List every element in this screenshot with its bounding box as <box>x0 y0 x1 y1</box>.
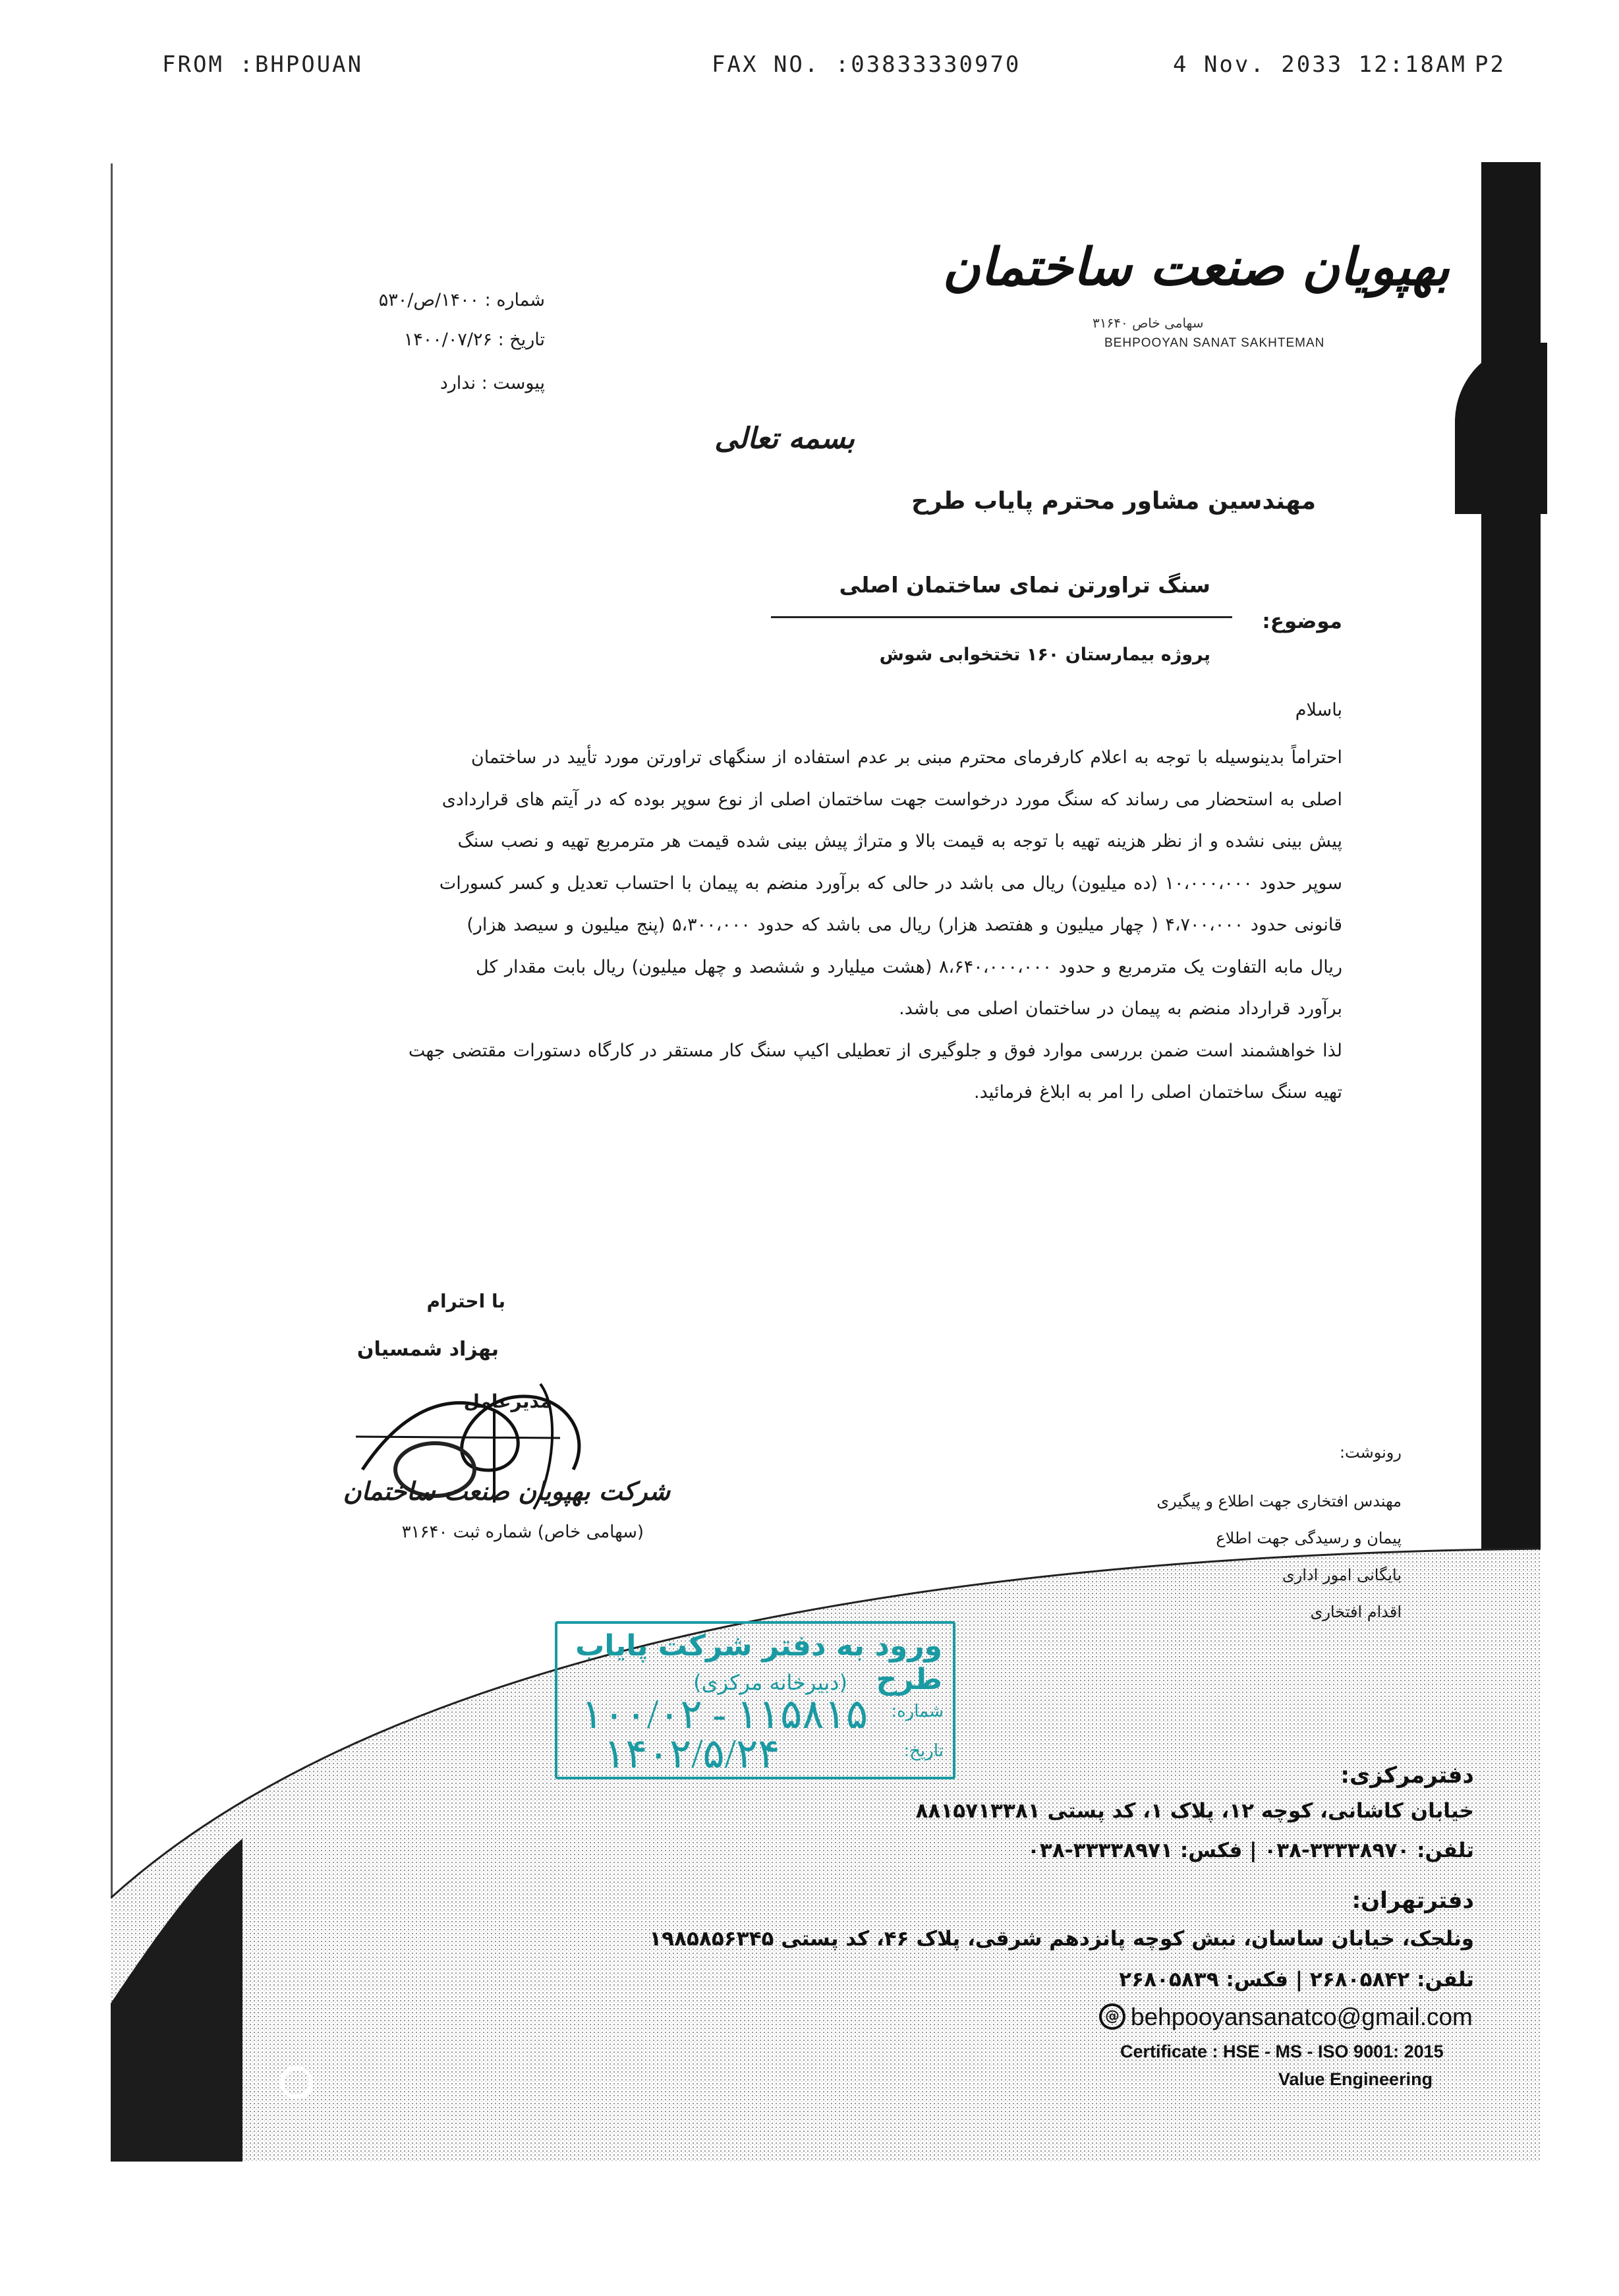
letter-date: تاریخ : ۱۴۰۰/۰۷/۲۶ <box>403 330 545 350</box>
body-paragraph <box>314 737 1342 1114</box>
body-line: احتراماً بدینوسیله با توجه به اعلام کارفرمای محترم مبنی بر عدم استفاده از سنگهای تراورتن مورد تأیید در ساختمان <box>470 747 1342 768</box>
stamp-date-label: تاریخ: <box>903 1741 944 1761</box>
company-logo <box>942 237 1450 356</box>
fax-page: P2 <box>1475 51 1506 78</box>
body-line: اصلی به استحضار می رساند که سنگ مورد درخواست جهت ساختمان اصلی از نوع سوپر بوده که در آیتم های قراردادی <box>441 789 1342 810</box>
stamp-title: ورود به دفتر شرکت پایاب طرح <box>575 1629 942 1696</box>
letter-number: شماره : ۱۴۰۰/ص/۵۳۰ <box>378 290 545 310</box>
cc-item: بایگانی امور اداری <box>1282 1566 1402 1584</box>
subject-underline <box>771 616 1232 618</box>
body-line: لذا خواهشمند است ضمن بررسی موارد فوق و جلوگیری از تعطیلی اکیپ سنگ کار مستقر در کارگاه دستورات مقتضی جهت <box>408 1040 1342 1061</box>
stamp-date-value: ۱۴۰۲/۵/۲۴ <box>604 1732 780 1777</box>
hq-address: خیابان کاشانی، کوچه ۱۲، پلاک ۱، کد پستی ۸۸۱۵۷۱۳۳۸۱ <box>915 1799 1474 1823</box>
subject-label: موضوع: <box>1262 610 1342 633</box>
letterhead-band-curve <box>1455 343 1547 514</box>
fax-from: FROM :BHPOUAN <box>162 51 364 78</box>
cc-item: اقدام افتخاری <box>1310 1603 1402 1621</box>
signature-mark <box>343 1371 646 1542</box>
logo-wordmark: بهپویان صنعت ساختمان <box>942 237 1450 297</box>
cc-list <box>1156 1483 1402 1630</box>
cc-title: رونوشت: <box>1339 1443 1402 1462</box>
signer-title: مدیرعامل <box>463 1391 552 1412</box>
body-line: ریال مابه التفاوت یک مترمربع و حدود ۸،۶۴۰،۰۰۰،۰۰۰ (هشت میلیارد و ششصد و چهل میلیون) ریال بابت مقدار کل <box>476 956 1342 977</box>
company-seal-name: شرکت بهپویان صنعت ساختمان <box>343 1476 670 1506</box>
email-icon: @ <box>1099 2003 1125 2030</box>
body-line: برآورد قرارداد منضم به پیمان در ساختمان اصلی می باشد. <box>899 998 1342 1019</box>
tehran-address: ونلجک، خیابان ساسان، نبش کوچه پانزدهم شرقی، پلاک ۴۶، کد پستی ۱۹۸۵۸۵۶۳۴۵ <box>649 1927 1474 1951</box>
footer-email[interactable]: behpooyansanatco@gmail.com <box>1131 2003 1473 2030</box>
tehran-title: دفترتهران: <box>1351 1887 1474 1914</box>
logo-latin-name: BEHPOOYAN SANAT SAKHTEMAN <box>1104 336 1325 350</box>
body-line: پیش بینی نشده و از نظر هزینه تهیه با توجه به قیمت بالا و متراژ پیش بینی شده قیمت هر مترمربع تهیه و نصب سنگ <box>457 831 1342 851</box>
tehran-phone: تلفن: ۲۶۸۰۵۸۴۲ | فکس: ۲۶۸۰۵۸۳۹ <box>1119 1968 1474 1992</box>
body-line: قانونی حدود ۴،۷۰۰،۰۰۰ ( چهار میلیون و هفتصد هزار) ریال می باشد که حدود ۵،۳۰۰،۰۰۰ (پنج میلیون و سیصد هزار) <box>467 915 1342 935</box>
logo-subtext: سهامی خاص ۳۱۶۴۰ <box>1093 315 1204 331</box>
hq-title: دفترمرکزی: <box>1340 1762 1474 1789</box>
opening-invocation: بسمه تعالی <box>714 422 855 455</box>
recipient-line: مهندسین مشاور محترم پایاب طرح <box>911 488 1316 515</box>
stamp-subtitle: (دبیرخانه مرکزی) <box>693 1670 847 1695</box>
letter-attachment: پیوست : ندارد <box>440 373 545 393</box>
cc-item: مهندس افتخاری جهت اطلاع و پیگیری <box>1156 1492 1402 1510</box>
signer-name: بهزاد شمسیان <box>356 1338 499 1361</box>
body-line: تهیه سنگ ساختمان اصلی را امر به ابلاغ فرمائید. <box>974 1082 1342 1103</box>
fax-number: FAX NO. :03833330970 <box>712 51 1021 78</box>
stamp-number-label: شماره: <box>891 1702 944 1721</box>
stamp-number-value: ۱۰۰/۰۲ - ۱۱۵۸۱۵ <box>581 1692 868 1737</box>
project-line: پروژه بیمارستان ۱۶۰ تختخوابی شوش <box>879 645 1210 665</box>
hq-phone: تلفن: ۳۳۳۳۸۹۷۰-۰۳۸ | فکس: ۳۳۳۳۸۹۷۱-۰۳۸ <box>1027 1839 1474 1862</box>
closing: با احترام <box>426 1290 505 1312</box>
subject-text: سنگ تراورتن نمای ساختمان اصلی <box>839 572 1210 598</box>
body-line: سوپر حدود ۱۰،۰۰۰،۰۰۰ (ده میلیون) ریال می باشد در حالی که برآورد منضم به پیمان با احتساب تعدیل و کسر کسورات <box>439 873 1342 894</box>
fax-datetime: 4 Nov. 2033 12:18AM <box>1173 51 1467 78</box>
cc-item: پیمان و رسیدگی جهت اطلاع <box>1216 1529 1402 1547</box>
footer-value-engineering: Value Engineering <box>1278 2069 1433 2089</box>
footer-certificate: Certificate : HSE - MS - ISO 9001: 2015 <box>1120 2042 1444 2061</box>
greeting: باسلام <box>1295 700 1342 720</box>
company-seal-sub: (سهامی خاص) شماره ثبت ۳۱۶۴۰ <box>401 1522 644 1542</box>
receipt-stamp <box>555 1621 955 1779</box>
